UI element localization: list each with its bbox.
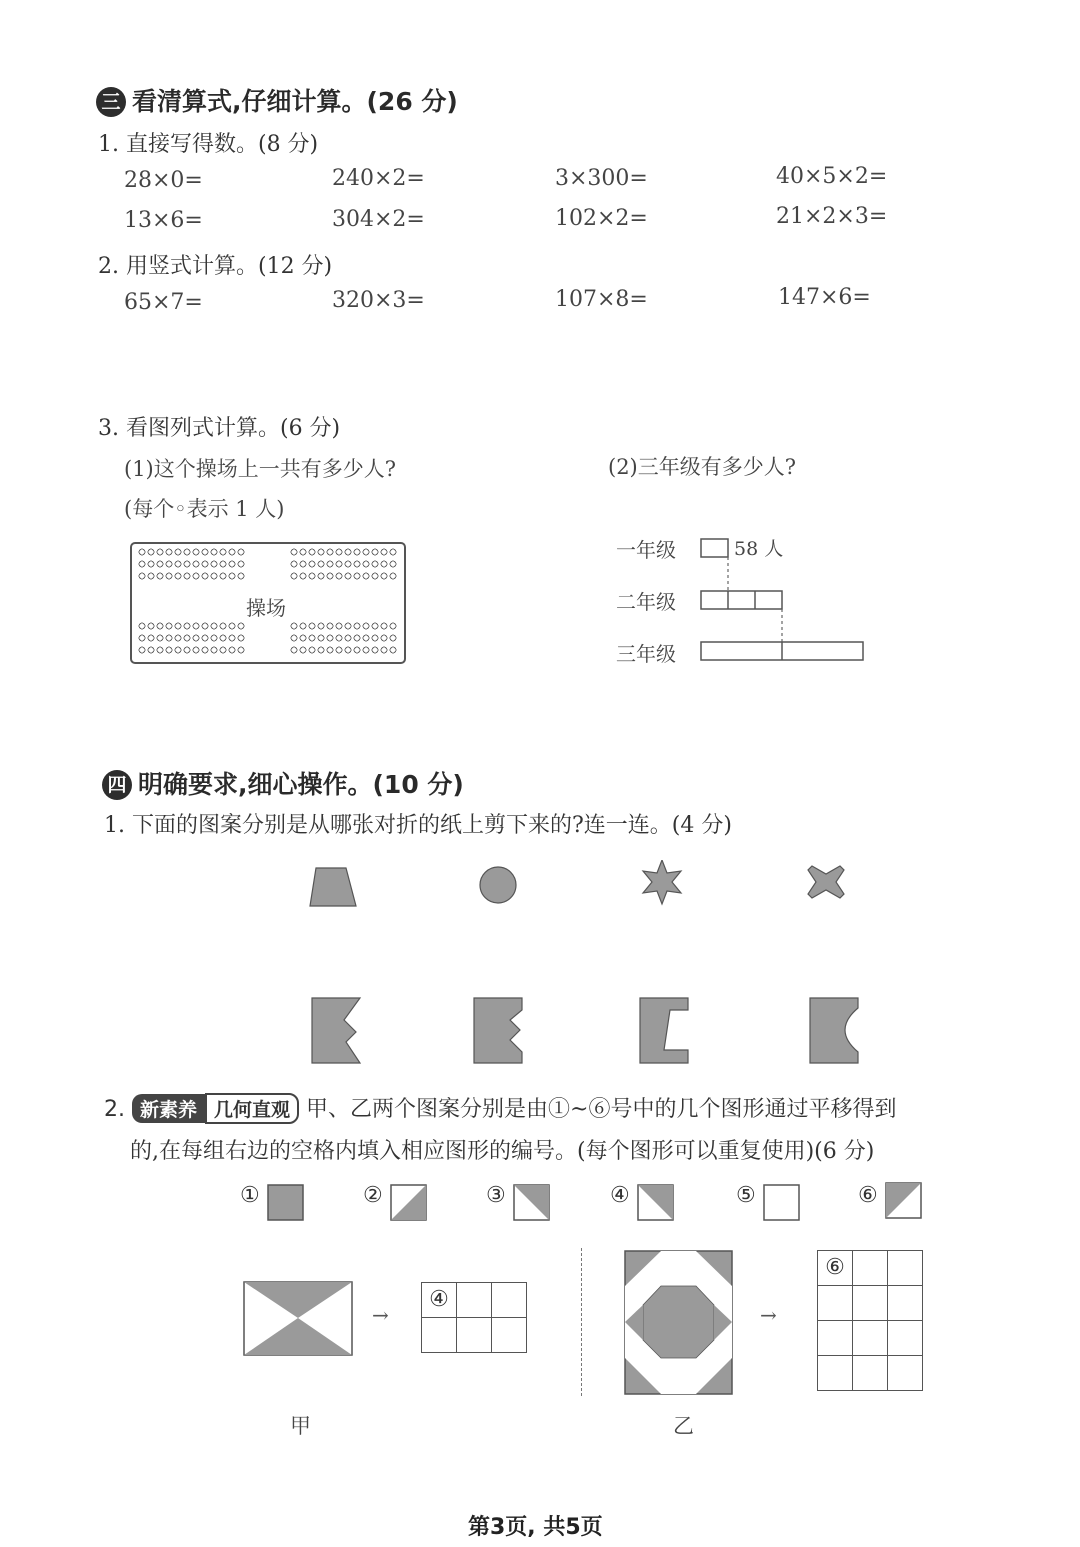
s4-q2-line1 — [104, 1092, 896, 1124]
q3-label: 3. 看图列式计算。(6 分) — [98, 416, 341, 441]
people-dots-bottom-right — [290, 622, 398, 658]
s4-q2-line2: 的,在每组右边的空格内填入相应图形的编号。(每个图形可以重复使用)(6 分) — [130, 1139, 875, 1164]
s4-q1-label: 1. 下面的图案分别是从哪张对折的纸上剪下来的?连一连。(4 分) — [104, 813, 732, 838]
q2-expr-3: 107×8= — [555, 287, 648, 312]
q2-label: 2. 用竖式计算。(12 分) — [98, 254, 333, 279]
grid-b-cell[interactable] — [888, 1321, 923, 1356]
q1-expr-1: 28×0= — [124, 168, 203, 193]
tile-1 — [267, 1184, 307, 1224]
grid-a-first-value: ④ — [429, 1287, 449, 1312]
answer-grid-b — [817, 1250, 923, 1391]
grid-b-cell[interactable] — [888, 1286, 923, 1321]
star-shape — [643, 860, 681, 904]
tile-3 — [513, 1184, 553, 1224]
grade-3-label: 三年级 — [616, 642, 676, 666]
tile-2 — [390, 1184, 430, 1224]
section-4-badge: 四 — [102, 770, 132, 800]
answer-grid-a — [421, 1282, 527, 1353]
grid-b-cell[interactable] — [853, 1321, 888, 1356]
grid-a-cell[interactable] — [422, 1283, 457, 1318]
q3-sub1-note: (每个◦表示 1 人) — [124, 497, 285, 521]
people-dots-top-right — [290, 548, 398, 584]
grid-b-cell[interactable] — [818, 1286, 853, 1321]
playground-label: 操场 — [246, 596, 286, 620]
tag-new-literacy: 新素养 — [132, 1094, 205, 1123]
q3-sub1: (1)这个操场上一共有多少人? — [124, 457, 397, 481]
tag-geometry: 几何直观 — [205, 1093, 299, 1124]
q1-expr-7: 102×2= — [555, 206, 648, 231]
section-4-title — [102, 765, 464, 801]
grade-2-label: 二年级 — [616, 590, 676, 614]
playground-box — [130, 542, 406, 664]
folded-paper-1 — [312, 998, 360, 1063]
q3-sub2: (2)三年级有多少人? — [608, 455, 797, 479]
folded-paper-2 — [474, 998, 522, 1063]
grid-b-cell[interactable] — [818, 1321, 853, 1356]
grid-b-cell[interactable] — [853, 1356, 888, 1391]
tile-6-label: ⑥ — [858, 1183, 878, 1208]
grid-b-cell[interactable] — [818, 1356, 853, 1391]
q2-expr-1: 65×7= — [124, 290, 203, 315]
tile-5 — [763, 1184, 803, 1224]
section-3-title-text: 看清算式,仔细计算。(26 分) — [132, 87, 458, 116]
grade-1-count: 58 人 — [734, 538, 784, 560]
tile-2-label: ② — [363, 1183, 383, 1208]
page-footer: 第3页, 共5页 — [468, 1515, 603, 1540]
arrow-b: → — [760, 1303, 777, 1327]
trapezoid-shape — [310, 868, 356, 906]
grid-b-first-value: ⑥ — [825, 1255, 845, 1280]
grid-b-cell[interactable] — [888, 1251, 923, 1286]
pattern-b — [624, 1250, 736, 1398]
tile-4 — [637, 1184, 677, 1224]
label-b: 乙 — [673, 1414, 694, 1438]
s4-q2-num: 2. — [104, 1097, 125, 1122]
grid-b-cell[interactable] — [853, 1286, 888, 1321]
grid-a-cell[interactable] — [457, 1283, 492, 1318]
section-4-title-text: 明确要求,细心操作。(10 分) — [138, 770, 464, 799]
q1-expr-6: 304×2= — [332, 207, 425, 232]
section-3-badge: 三 — [96, 87, 126, 117]
q1-expr-5: 13×6= — [124, 208, 203, 233]
grid-b-cell[interactable] — [888, 1356, 923, 1391]
q1-expr-4: 40×5×2= — [776, 164, 888, 189]
bar-diagram — [690, 530, 880, 670]
grid-a-cell[interactable] — [492, 1283, 527, 1318]
people-dots-top-left — [138, 548, 246, 584]
q2-expr-4: 147×6= — [778, 285, 871, 310]
arrow-a: → — [372, 1303, 389, 1327]
tile-6 — [885, 1182, 925, 1222]
tile-1-label: ① — [240, 1183, 260, 1208]
s4-q2-text1: 甲、乙两个图案分别是由①~⑥号中的几个图形通过平移得到 — [306, 1097, 897, 1122]
q1-expr-8: 21×2×3= — [776, 204, 888, 229]
grid-a-cell[interactable] — [457, 1318, 492, 1353]
tile-4-label: ④ — [610, 1183, 630, 1208]
cross-shape — [808, 866, 844, 898]
grid-b-cell[interactable] — [853, 1251, 888, 1286]
grid-a-cell[interactable] — [422, 1318, 457, 1353]
section-3-title — [96, 82, 458, 118]
pattern-a — [243, 1281, 355, 1359]
people-dots-bottom-left — [138, 622, 246, 658]
q1-expr-3: 3×300= — [555, 166, 648, 191]
tile-3-label: ③ — [486, 1183, 506, 1208]
folded-paper-4 — [810, 998, 858, 1063]
folded-paper-3 — [640, 998, 688, 1063]
q2-expr-2: 320×3= — [332, 288, 425, 313]
grid-b-cell[interactable] — [818, 1251, 853, 1286]
circle-shape — [480, 867, 516, 903]
divider — [581, 1248, 582, 1396]
q1-label: 1. 直接写得数。(8 分) — [98, 132, 319, 157]
tile-5-label: ⑤ — [736, 1183, 756, 1208]
label-a: 甲 — [290, 1414, 311, 1438]
cut-shapes — [300, 860, 880, 1070]
grid-a-cell[interactable] — [492, 1318, 527, 1353]
q1-expr-2: 240×2= — [332, 166, 425, 191]
grade-1-label: 一年级 — [616, 538, 676, 562]
